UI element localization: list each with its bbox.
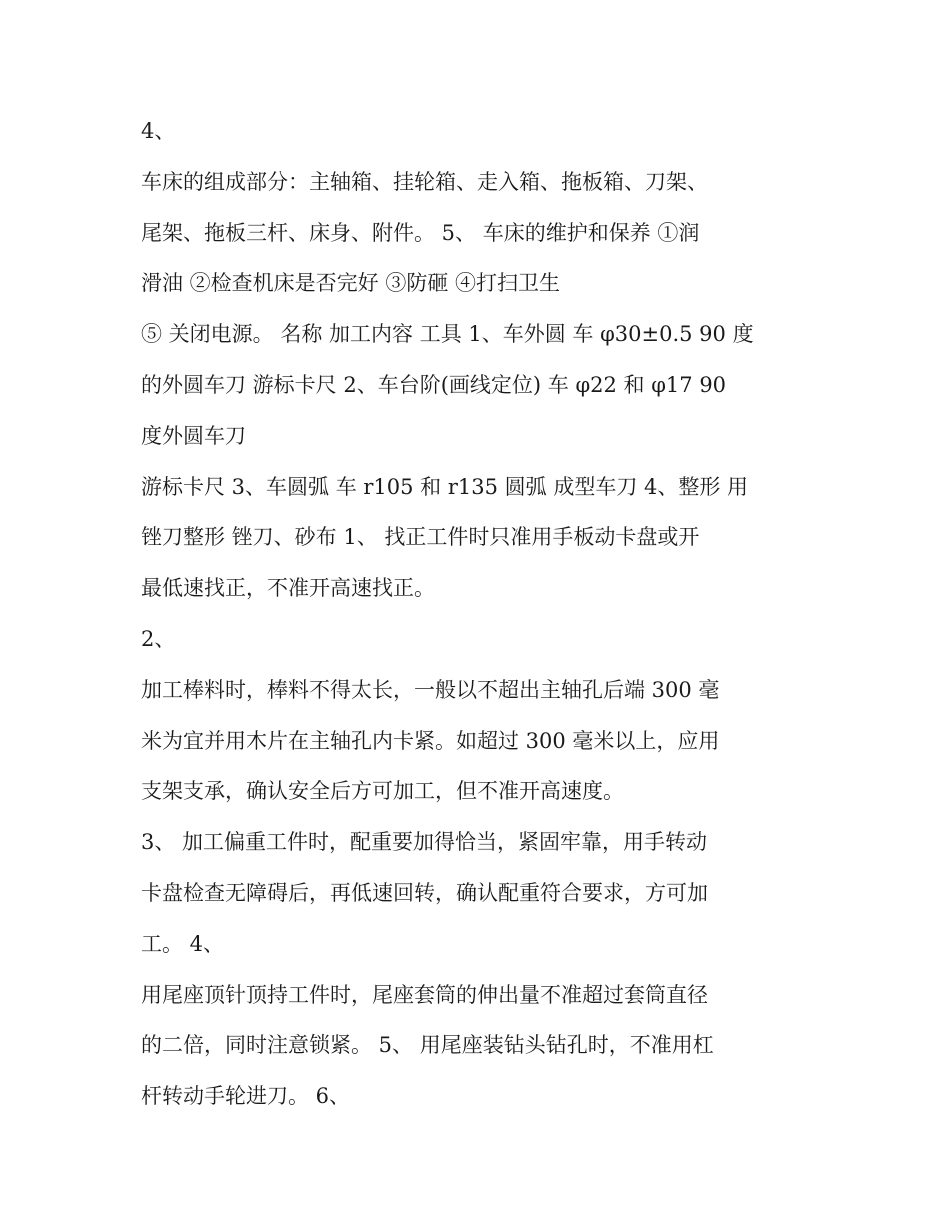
text-line: 杆转动手轮进刀。 6、 xyxy=(141,1084,351,1109)
text-line: 锉刀整形 锉刀、砂布 1、 找正工件时只准用手板动卡盘或开 xyxy=(141,525,700,550)
document-body xyxy=(141,112,821,1128)
text-line: 的外圆车刀 游标卡尺 2、车台阶(画线定位) 车 φ22 和 φ17 90 xyxy=(141,372,727,397)
text-line: 加工棒料时，棒料不得太长，一般以不超出主轴孔后端 300 毫 xyxy=(141,677,720,702)
text-line: ⑤ 关闭电源。 名称 加工内容 工具 1、车外圆 车 φ30±0.5 90 度 xyxy=(141,322,754,347)
text-line: 3、 加工偏重工件时，配重要加得恰当，紧固牢靠，用手转动 xyxy=(141,830,708,855)
text-line: 滑油 ②检查机床是否完好 ③防砸 ④打扫卫生 xyxy=(141,271,561,296)
text-line: 尾架、拖板三杆、床身、附件。 5、 车床的维护和保养 ①润 xyxy=(141,220,700,245)
text-line: 的二倍，同时注意锁紧。 5、 用尾座装钻头钻孔时，不准用杠 xyxy=(141,1033,714,1058)
text-line: 卡盘检查无障碍后，再低速回转，确认配重符合要求，方可加 xyxy=(141,880,708,905)
text-line: 用尾座顶针顶持工件时，尾座套筒的伸出量不准超过套筒直径 xyxy=(141,982,708,1007)
text-line: 工。 4、 xyxy=(141,931,225,956)
text-line: 4、 xyxy=(141,119,176,143)
text-line: 支架支承，确认安全后方可加工，但不准开高速度。 xyxy=(141,779,624,804)
text-line: 最低速找正，不准开高速找正。 xyxy=(141,576,435,601)
text-line: 米为宜并用木片在主轴孔内卡紧。如超过 300 毫米以上，应用 xyxy=(141,728,720,753)
text-line: 度外圆车刀 xyxy=(141,423,246,448)
text-line: 游标卡尺 3、车圆弧 车 r105 和 r135 圆弧 成型车刀 4、整形 用 xyxy=(141,474,749,499)
text-line: 2、 xyxy=(141,626,176,651)
text-line: 车床的组成部分：主轴箱、挂轮箱、走入箱、拖板箱、刀架、 xyxy=(141,169,708,194)
